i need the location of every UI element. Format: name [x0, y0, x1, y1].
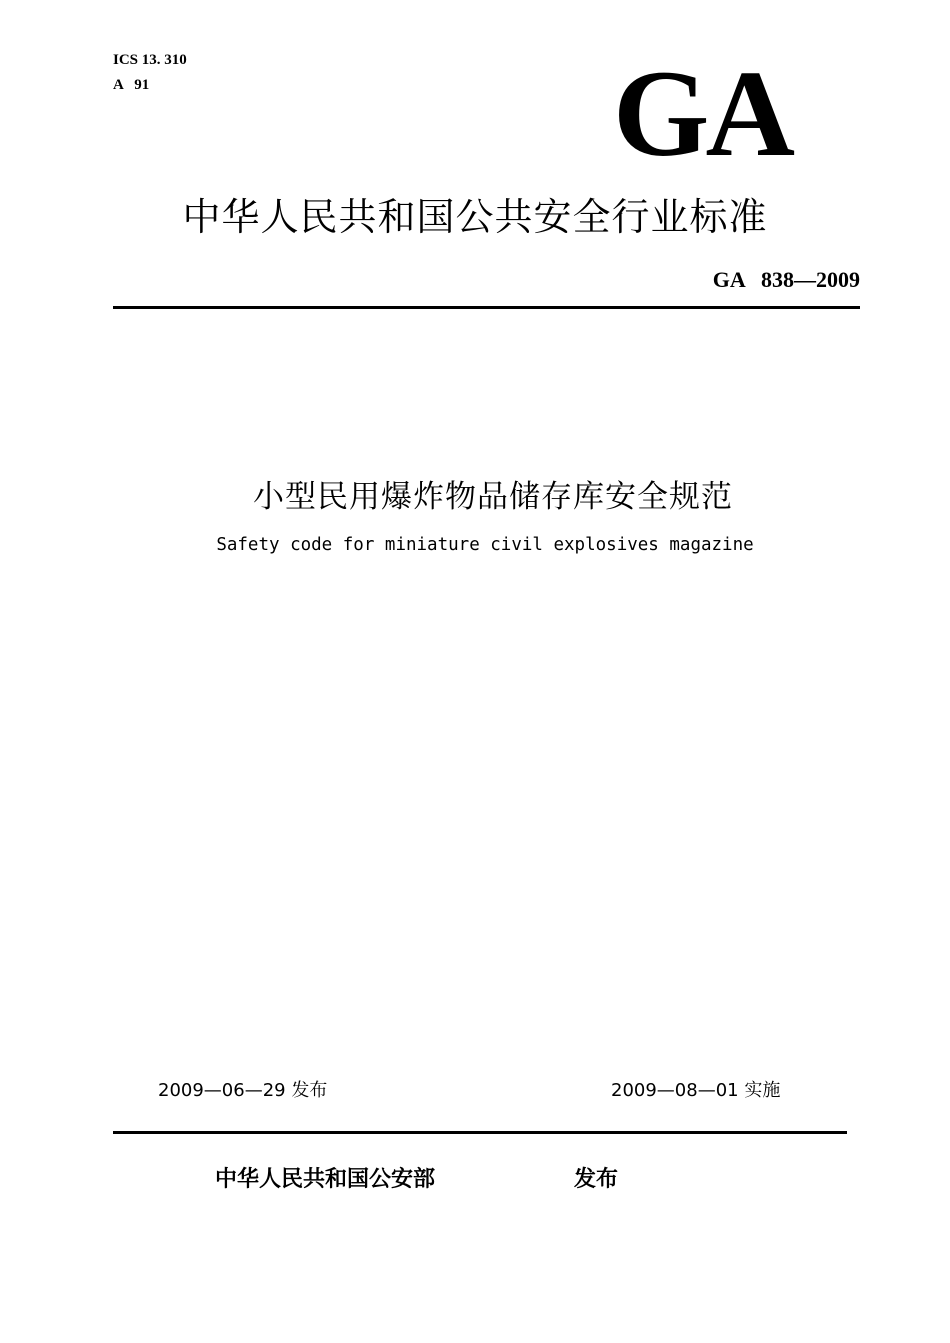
ccs-code: A 91: [113, 77, 150, 93]
ga-logo: GA: [613, 45, 791, 182]
issuing-authority: 中华人民共和国公安部: [215, 1167, 436, 1192]
document-title-chinese: 小型民用爆炸物品储存库安全规范: [253, 479, 733, 515]
implementation-date: 2009—08—01 实施: [611, 1080, 781, 1101]
standard-number: GA 838—2009: [712, 267, 860, 292]
classification-codes: [113, 48, 187, 98]
issue-action: 发布: [574, 1167, 619, 1192]
issue-date: 2009—06—29 发布: [158, 1080, 328, 1101]
ics-code: ICS 13. 310: [113, 52, 187, 68]
top-divider: [113, 306, 860, 309]
bottom-divider: [113, 1131, 847, 1134]
document-title-english: Safety code for miniature civil explosives magazine: [216, 535, 754, 555]
standard-category: 中华人民共和国公共安全行业标准: [182, 195, 768, 239]
